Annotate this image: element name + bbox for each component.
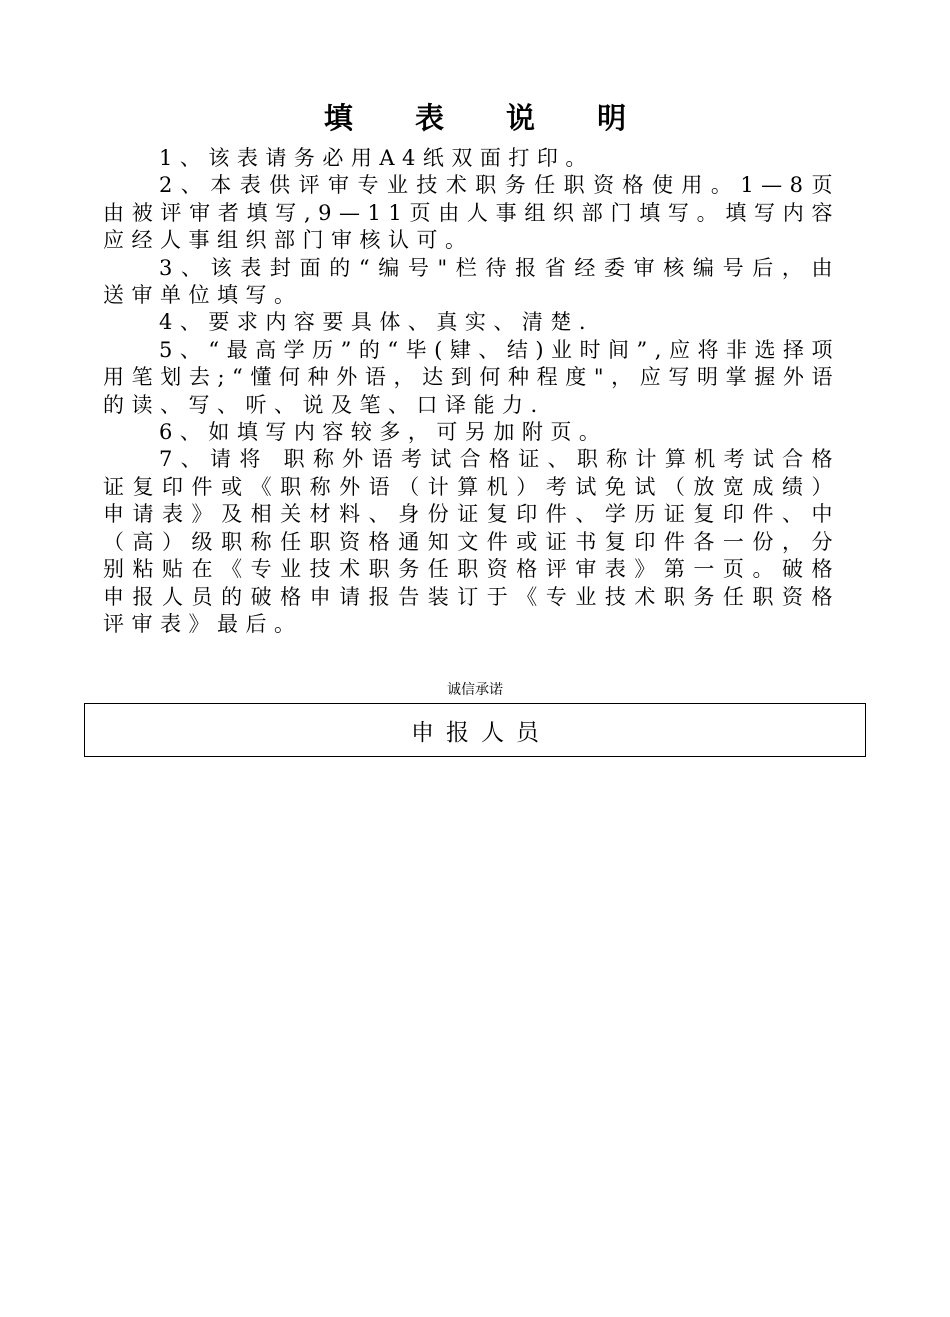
instruction-item-7: 7、请将 职称外语考试合格证、职称计算机考试合格证复印件或《职称外语（计算机）考试免试（放宽成绩）申请表》及相关材料、身份证复印件、学历证复印件、中（高）级职称任职资格通知文件或证书复印件各一份，分别粘贴在《专业技术职务任职资格评审表》第一页。破格申报人员的破格申请报告装订于《专业技术职务任职资格评审表》最后。 bbox=[103, 447, 840, 636]
page-title: 填 表 说 明 bbox=[323, 101, 653, 135]
instruction-item-1: 1、该表请务必用A4纸双面打印。 bbox=[159, 146, 594, 170]
instruction-item-4: 4、要求内容要具体、真实、清楚. bbox=[159, 310, 594, 335]
instruction-item-3: 3、该表封面的“编号"栏待报省经委审核编号后，由送审单位填写。 bbox=[103, 255, 840, 308]
instruction-item-6: 6、如填写内容较多，可另加附页。 bbox=[159, 420, 608, 445]
instruction-item-2: 2、本表供评审专业技术职务任职资格使用。1—8页由被评审者填写,9—11页由人事组织部门填写。填写内容应经人事组织部门审核认可。 bbox=[103, 173, 840, 253]
instructions-section bbox=[103, 145, 840, 638]
integrity-pledge-caption: 诚信承诺 bbox=[447, 682, 503, 698]
applicant-table-header bbox=[84, 703, 866, 757]
applicant-label: 申报人员 bbox=[411, 719, 551, 746]
instruction-item-5: 5、“最高学历”的“毕(肄、结)业时间”,应将非选择项用笔划去;“懂何种外语，达到何种程度"，应写明掌握外语的读、写、听、说及笔、口译能力. bbox=[103, 337, 840, 417]
